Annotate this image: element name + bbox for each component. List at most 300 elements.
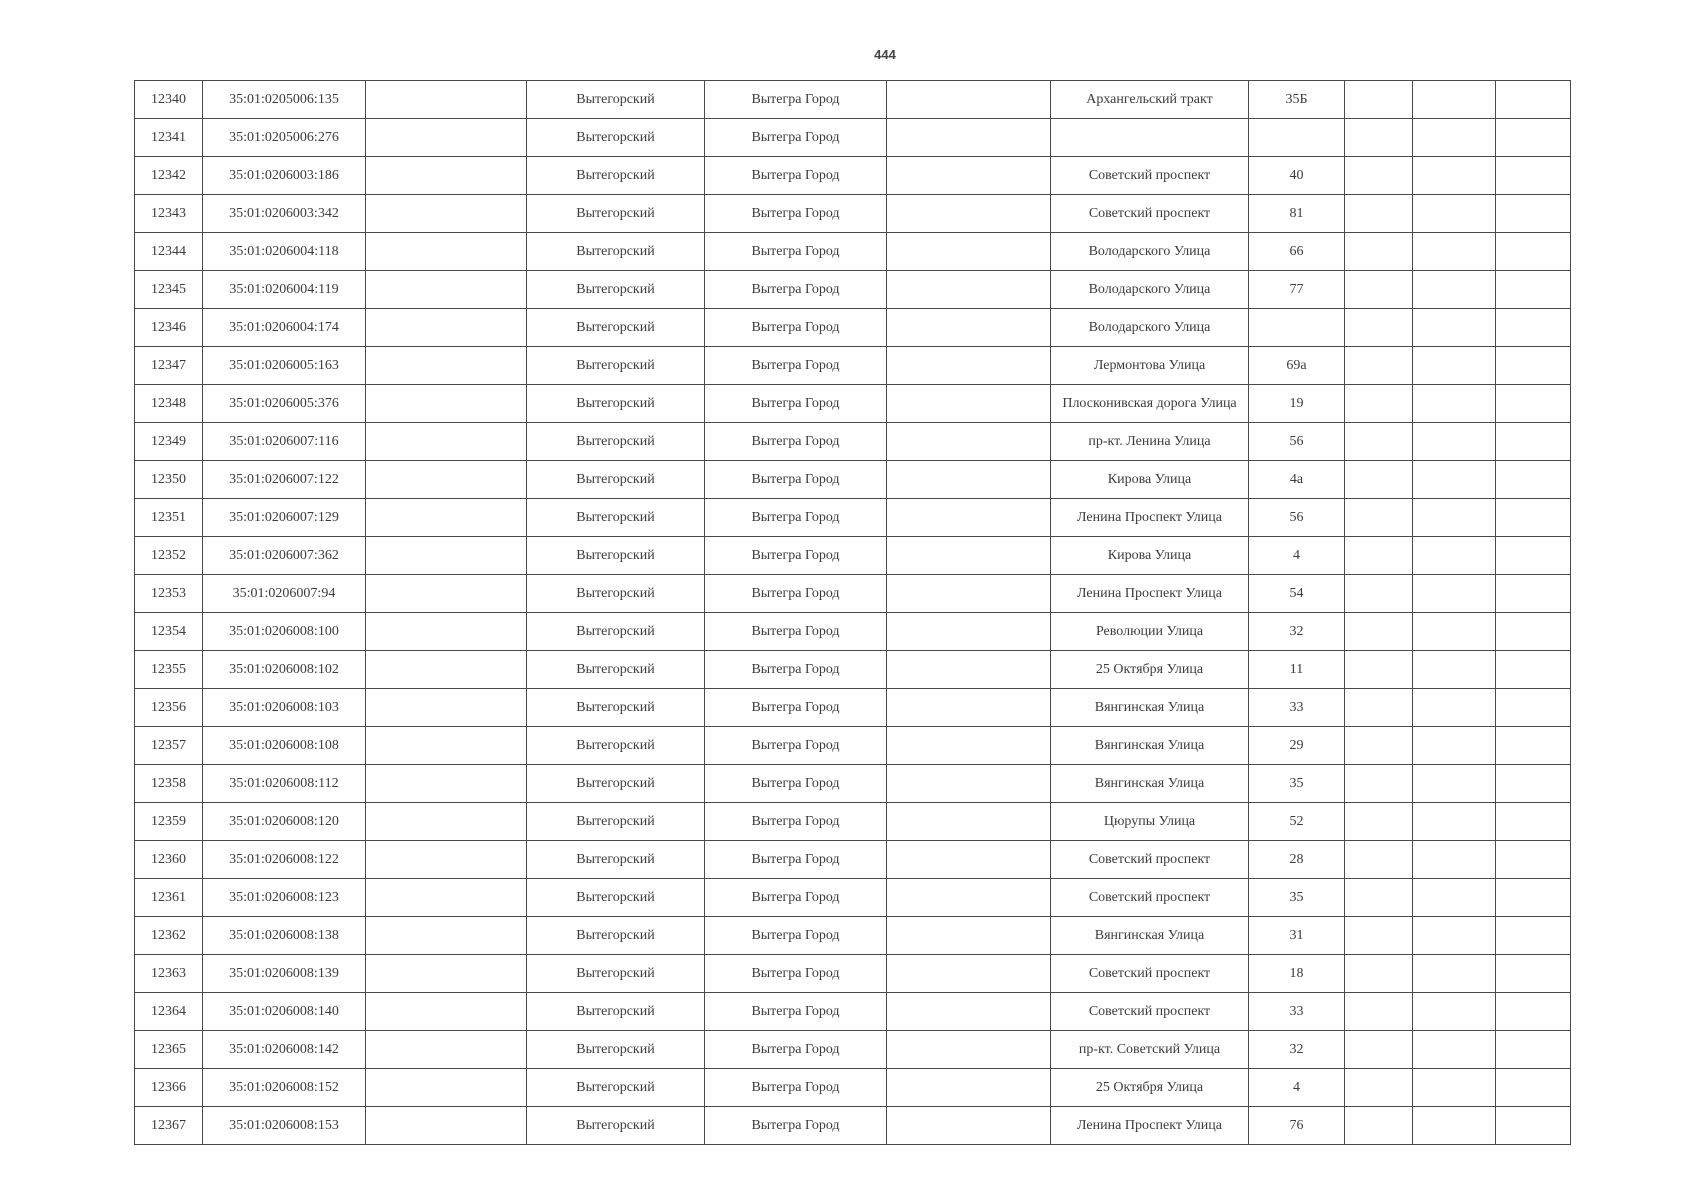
house-number-cell: 28 — [1249, 841, 1345, 879]
empty-cell — [366, 955, 527, 993]
house-number-cell: 32 — [1249, 1031, 1345, 1069]
table-row — [135, 1107, 1571, 1145]
row-number-cell: 12349 — [135, 423, 203, 461]
empty-cell — [1496, 385, 1571, 423]
district-cell: Вытегорский — [527, 917, 705, 955]
row-number-cell: 12351 — [135, 499, 203, 537]
empty-cell — [1345, 423, 1413, 461]
cadastral-number-cell: 35:01:0206008:122 — [203, 841, 366, 879]
empty-cell — [1496, 81, 1571, 119]
row-number-cell: 12359 — [135, 803, 203, 841]
empty-cell — [1413, 423, 1496, 461]
settlement-cell: Вытегра Город — [705, 499, 887, 537]
cadastral-number-cell: 35:01:0206004:118 — [203, 233, 366, 271]
table-row — [135, 81, 1571, 119]
empty-cell — [887, 347, 1051, 385]
empty-cell — [887, 917, 1051, 955]
empty-cell — [1496, 233, 1571, 271]
empty-cell — [1345, 271, 1413, 309]
house-number-cell: 81 — [1249, 195, 1345, 233]
empty-cell — [366, 765, 527, 803]
row-number-cell: 12357 — [135, 727, 203, 765]
district-cell: Вытегорский — [527, 309, 705, 347]
empty-cell — [1496, 1107, 1571, 1145]
table-row — [135, 651, 1571, 689]
house-number-cell: 31 — [1249, 917, 1345, 955]
house-number-cell: 76 — [1249, 1107, 1345, 1145]
empty-cell — [1345, 803, 1413, 841]
empty-cell — [1496, 689, 1571, 727]
cadastral-number-cell: 35:01:0206007:122 — [203, 461, 366, 499]
empty-cell — [1345, 195, 1413, 233]
cadastral-number-cell: 35:01:0205006:276 — [203, 119, 366, 157]
settlement-cell: Вытегра Город — [705, 157, 887, 195]
empty-cell — [887, 575, 1051, 613]
house-number-cell: 4а — [1249, 461, 1345, 499]
street-cell: пр-кт. Советский Улица — [1051, 1031, 1249, 1069]
empty-cell — [366, 917, 527, 955]
cadastral-number-cell: 35:01:0206008:140 — [203, 993, 366, 1031]
cadastral-number-cell: 35:01:0206008:103 — [203, 689, 366, 727]
empty-cell — [1496, 271, 1571, 309]
district-cell: Вытегорский — [527, 689, 705, 727]
settlement-cell: Вытегра Город — [705, 537, 887, 575]
empty-cell — [1496, 651, 1571, 689]
empty-cell — [887, 993, 1051, 1031]
row-number-cell: 12342 — [135, 157, 203, 195]
row-number-cell: 12356 — [135, 689, 203, 727]
settlement-cell: Вытегра Город — [705, 765, 887, 803]
empty-cell — [1345, 157, 1413, 195]
cadastral-number-cell: 35:01:0206008:153 — [203, 1107, 366, 1145]
cadastral-number-cell: 35:01:0206007:362 — [203, 537, 366, 575]
house-number-cell: 11 — [1249, 651, 1345, 689]
empty-cell — [887, 689, 1051, 727]
table-row — [135, 157, 1571, 195]
table-row — [135, 499, 1571, 537]
street-cell: Вянгинская Улица — [1051, 689, 1249, 727]
empty-cell — [1496, 499, 1571, 537]
empty-cell — [1496, 309, 1571, 347]
empty-cell — [887, 613, 1051, 651]
district-cell: Вытегорский — [527, 271, 705, 309]
cadastral-number-cell: 35:01:0206008:139 — [203, 955, 366, 993]
cadastral-number-cell: 35:01:0206003:186 — [203, 157, 366, 195]
house-number-cell — [1249, 119, 1345, 157]
street-cell: Володарского Улица — [1051, 309, 1249, 347]
settlement-cell: Вытегра Город — [705, 271, 887, 309]
empty-cell — [1345, 537, 1413, 575]
street-cell: Советский проспект — [1051, 841, 1249, 879]
empty-cell — [1413, 879, 1496, 917]
table-row — [135, 1069, 1571, 1107]
row-number-cell: 12345 — [135, 271, 203, 309]
empty-cell — [1345, 499, 1413, 537]
district-cell: Вытегорский — [527, 537, 705, 575]
settlement-cell: Вытегра Город — [705, 1031, 887, 1069]
district-cell: Вытегорский — [527, 1107, 705, 1145]
district-cell: Вытегорский — [527, 651, 705, 689]
house-number-cell: 56 — [1249, 423, 1345, 461]
empty-cell — [1345, 1069, 1413, 1107]
settlement-cell: Вытегра Город — [705, 461, 887, 499]
row-number-cell: 12348 — [135, 385, 203, 423]
row-number-cell: 12346 — [135, 309, 203, 347]
table-row — [135, 385, 1571, 423]
empty-cell — [1496, 613, 1571, 651]
settlement-cell: Вытегра Город — [705, 917, 887, 955]
settlement-cell: Вытегра Город — [705, 841, 887, 879]
empty-cell — [1413, 1107, 1496, 1145]
page-number: 444 — [874, 47, 896, 62]
empty-cell — [1413, 613, 1496, 651]
table-row — [135, 803, 1571, 841]
empty-cell — [1413, 651, 1496, 689]
table-row — [135, 727, 1571, 765]
district-cell: Вытегорский — [527, 993, 705, 1031]
row-number-cell: 12367 — [135, 1107, 203, 1145]
empty-cell — [366, 537, 527, 575]
empty-cell — [1496, 423, 1571, 461]
empty-cell — [887, 461, 1051, 499]
row-number-cell: 12364 — [135, 993, 203, 1031]
house-number-cell: 35Б — [1249, 81, 1345, 119]
district-cell: Вытегорский — [527, 347, 705, 385]
house-number-cell: 33 — [1249, 993, 1345, 1031]
empty-cell — [366, 575, 527, 613]
empty-cell — [1413, 347, 1496, 385]
street-cell: Ленина Проспект Улица — [1051, 499, 1249, 537]
street-cell: Вянгинская Улица — [1051, 765, 1249, 803]
table-row — [135, 347, 1571, 385]
street-cell: Советский проспект — [1051, 195, 1249, 233]
district-cell: Вытегорский — [527, 81, 705, 119]
empty-cell — [366, 1107, 527, 1145]
empty-cell — [887, 385, 1051, 423]
empty-cell — [366, 461, 527, 499]
row-number-cell: 12352 — [135, 537, 203, 575]
empty-cell — [1496, 803, 1571, 841]
settlement-cell: Вытегра Город — [705, 879, 887, 917]
empty-cell — [1496, 195, 1571, 233]
table-row — [135, 993, 1571, 1031]
house-number-cell: 29 — [1249, 727, 1345, 765]
settlement-cell: Вытегра Город — [705, 309, 887, 347]
street-cell: Советский проспект — [1051, 157, 1249, 195]
empty-cell — [887, 233, 1051, 271]
row-number-cell: 12340 — [135, 81, 203, 119]
empty-cell — [1413, 1069, 1496, 1107]
empty-cell — [887, 879, 1051, 917]
district-cell: Вытегорский — [527, 841, 705, 879]
table-row — [135, 423, 1571, 461]
street-cell: пр-кт. Ленина Улица — [1051, 423, 1249, 461]
table-row — [135, 575, 1571, 613]
street-cell — [1051, 119, 1249, 157]
empty-cell — [366, 119, 527, 157]
row-number-cell: 12355 — [135, 651, 203, 689]
district-cell: Вытегорский — [527, 119, 705, 157]
settlement-cell: Вытегра Город — [705, 81, 887, 119]
cadastral-number-cell: 35:01:0205006:135 — [203, 81, 366, 119]
empty-cell — [1496, 1031, 1571, 1069]
empty-cell — [366, 879, 527, 917]
empty-cell — [1345, 765, 1413, 803]
empty-cell — [1413, 385, 1496, 423]
empty-cell — [366, 1069, 527, 1107]
empty-cell — [887, 727, 1051, 765]
house-number-cell: 66 — [1249, 233, 1345, 271]
settlement-cell: Вытегра Город — [705, 689, 887, 727]
empty-cell — [1413, 271, 1496, 309]
empty-cell — [1413, 727, 1496, 765]
empty-cell — [366, 233, 527, 271]
empty-cell — [1345, 233, 1413, 271]
empty-cell — [1345, 689, 1413, 727]
empty-cell — [887, 119, 1051, 157]
empty-cell — [1345, 1107, 1413, 1145]
district-cell: Вытегорский — [527, 575, 705, 613]
empty-cell — [1496, 765, 1571, 803]
house-number-cell: 52 — [1249, 803, 1345, 841]
table-row — [135, 461, 1571, 499]
empty-cell — [1345, 651, 1413, 689]
empty-cell — [1413, 537, 1496, 575]
cadastral-number-cell: 35:01:0206008:102 — [203, 651, 366, 689]
table-row — [135, 195, 1571, 233]
empty-cell — [1496, 917, 1571, 955]
table-row — [135, 271, 1571, 309]
empty-cell — [1496, 347, 1571, 385]
empty-cell — [366, 157, 527, 195]
street-cell: Володарского Улица — [1051, 233, 1249, 271]
empty-cell — [887, 651, 1051, 689]
row-number-cell: 12350 — [135, 461, 203, 499]
empty-cell — [366, 993, 527, 1031]
district-cell: Вытегорский — [527, 461, 705, 499]
empty-cell — [1345, 993, 1413, 1031]
house-number-cell: 54 — [1249, 575, 1345, 613]
settlement-cell: Вытегра Город — [705, 727, 887, 765]
empty-cell — [1413, 81, 1496, 119]
street-cell: Плосконивская дорога Улица — [1051, 385, 1249, 423]
empty-cell — [887, 765, 1051, 803]
district-cell: Вытегорский — [527, 157, 705, 195]
empty-cell — [1413, 803, 1496, 841]
house-number-cell: 56 — [1249, 499, 1345, 537]
cadastral-number-cell: 35:01:0206004:174 — [203, 309, 366, 347]
house-number-cell: 69а — [1249, 347, 1345, 385]
cadastral-number-cell: 35:01:0206008:112 — [203, 765, 366, 803]
cadastral-number-cell: 35:01:0206004:119 — [203, 271, 366, 309]
empty-cell — [1413, 917, 1496, 955]
house-number-cell: 77 — [1249, 271, 1345, 309]
street-cell: Кирова Улица — [1051, 537, 1249, 575]
district-cell: Вытегорский — [527, 1031, 705, 1069]
empty-cell — [1345, 385, 1413, 423]
settlement-cell: Вытегра Город — [705, 993, 887, 1031]
street-cell: Цюрупы Улица — [1051, 803, 1249, 841]
cadastral-number-cell: 35:01:0206005:376 — [203, 385, 366, 423]
street-cell: Советский проспект — [1051, 955, 1249, 993]
empty-cell — [1413, 765, 1496, 803]
cadastral-number-cell: 35:01:0206008:100 — [203, 613, 366, 651]
empty-cell — [1496, 1069, 1571, 1107]
empty-cell — [1496, 955, 1571, 993]
cadastral-number-cell: 35:01:0206007:94 — [203, 575, 366, 613]
street-cell: Советский проспект — [1051, 993, 1249, 1031]
cadastral-number-cell: 35:01:0206007:116 — [203, 423, 366, 461]
district-cell: Вытегорский — [527, 1069, 705, 1107]
row-number-cell: 12358 — [135, 765, 203, 803]
row-number-cell: 12361 — [135, 879, 203, 917]
empty-cell — [1345, 955, 1413, 993]
settlement-cell: Вытегра Город — [705, 575, 887, 613]
row-number-cell: 12366 — [135, 1069, 203, 1107]
row-number-cell: 12353 — [135, 575, 203, 613]
district-cell: Вытегорский — [527, 233, 705, 271]
house-number-cell: 35 — [1249, 765, 1345, 803]
row-number-cell: 12341 — [135, 119, 203, 157]
table-row — [135, 689, 1571, 727]
empty-cell — [887, 955, 1051, 993]
district-cell: Вытегорский — [527, 385, 705, 423]
empty-cell — [1345, 461, 1413, 499]
street-cell: Кирова Улица — [1051, 461, 1249, 499]
empty-cell — [1413, 575, 1496, 613]
empty-cell — [887, 195, 1051, 233]
empty-cell — [1496, 119, 1571, 157]
empty-cell — [1345, 575, 1413, 613]
empty-cell — [887, 309, 1051, 347]
district-cell: Вытегорский — [527, 727, 705, 765]
settlement-cell: Вытегра Город — [705, 119, 887, 157]
table-row — [135, 233, 1571, 271]
empty-cell — [366, 841, 527, 879]
empty-cell — [366, 803, 527, 841]
empty-cell — [1496, 575, 1571, 613]
empty-cell — [887, 1031, 1051, 1069]
empty-cell — [1345, 613, 1413, 651]
street-cell: Ленина Проспект Улица — [1051, 575, 1249, 613]
empty-cell — [366, 309, 527, 347]
table-row — [135, 1031, 1571, 1069]
street-cell: Ленина Проспект Улица — [1051, 1107, 1249, 1145]
empty-cell — [1413, 1031, 1496, 1069]
row-number-cell: 12362 — [135, 917, 203, 955]
table-row — [135, 955, 1571, 993]
empty-cell — [1345, 347, 1413, 385]
settlement-cell: Вытегра Город — [705, 1069, 887, 1107]
house-number-cell: 18 — [1249, 955, 1345, 993]
empty-cell — [1496, 461, 1571, 499]
street-cell: Лермонтова Улица — [1051, 347, 1249, 385]
house-number-cell: 35 — [1249, 879, 1345, 917]
empty-cell — [1345, 119, 1413, 157]
empty-cell — [887, 499, 1051, 537]
settlement-cell: Вытегра Город — [705, 955, 887, 993]
row-number-cell: 12363 — [135, 955, 203, 993]
empty-cell — [1496, 879, 1571, 917]
row-number-cell: 12347 — [135, 347, 203, 385]
street-cell: Володарского Улица — [1051, 271, 1249, 309]
house-number-cell: 33 — [1249, 689, 1345, 727]
house-number-cell: 40 — [1249, 157, 1345, 195]
table-row — [135, 537, 1571, 575]
empty-cell — [887, 1107, 1051, 1145]
street-cell: Революции Улица — [1051, 613, 1249, 651]
empty-cell — [1413, 157, 1496, 195]
empty-cell — [1413, 499, 1496, 537]
house-number-cell: 19 — [1249, 385, 1345, 423]
street-cell: Вянгинская Улица — [1051, 727, 1249, 765]
empty-cell — [366, 613, 527, 651]
empty-cell — [1496, 727, 1571, 765]
empty-cell — [1496, 993, 1571, 1031]
empty-cell — [1345, 727, 1413, 765]
empty-cell — [887, 423, 1051, 461]
district-cell: Вытегорский — [527, 499, 705, 537]
street-cell: 25 Октября Улица — [1051, 1069, 1249, 1107]
empty-cell — [1345, 309, 1413, 347]
settlement-cell: Вытегра Город — [705, 803, 887, 841]
house-number-cell: 4 — [1249, 1069, 1345, 1107]
empty-cell — [1496, 841, 1571, 879]
empty-cell — [1413, 119, 1496, 157]
row-number-cell: 12365 — [135, 1031, 203, 1069]
registry-body — [135, 81, 1571, 1145]
empty-cell — [887, 803, 1051, 841]
house-number-cell: 32 — [1249, 613, 1345, 651]
empty-cell — [1345, 917, 1413, 955]
street-cell: Вянгинская Улица — [1051, 917, 1249, 955]
district-cell: Вытегорский — [527, 195, 705, 233]
district-cell: Вытегорский — [527, 613, 705, 651]
empty-cell — [366, 727, 527, 765]
cadastral-number-cell: 35:01:0206008:123 — [203, 879, 366, 917]
table-row — [135, 613, 1571, 651]
empty-cell — [887, 81, 1051, 119]
house-number-cell: 4 — [1249, 537, 1345, 575]
empty-cell — [1496, 537, 1571, 575]
district-cell: Вытегорский — [527, 955, 705, 993]
empty-cell — [887, 271, 1051, 309]
cadastral-number-cell: 35:01:0206007:129 — [203, 499, 366, 537]
row-number-cell: 12354 — [135, 613, 203, 651]
row-number-cell: 12343 — [135, 195, 203, 233]
cadastral-number-cell: 35:01:0206003:342 — [203, 195, 366, 233]
empty-cell — [366, 347, 527, 385]
empty-cell — [887, 841, 1051, 879]
cadastral-number-cell: 35:01:0206008:138 — [203, 917, 366, 955]
empty-cell — [1345, 1031, 1413, 1069]
settlement-cell: Вытегра Город — [705, 613, 887, 651]
table-row — [135, 879, 1571, 917]
empty-cell — [1345, 841, 1413, 879]
empty-cell — [1413, 955, 1496, 993]
cadastral-number-cell: 35:01:0206008:152 — [203, 1069, 366, 1107]
district-cell: Вытегорский — [527, 879, 705, 917]
district-cell: Вытегорский — [527, 803, 705, 841]
empty-cell — [887, 157, 1051, 195]
cadastral-number-cell: 35:01:0206005:163 — [203, 347, 366, 385]
empty-cell — [366, 271, 527, 309]
district-cell: Вытегорский — [527, 765, 705, 803]
street-cell: Советский проспект — [1051, 879, 1249, 917]
table-row — [135, 309, 1571, 347]
empty-cell — [1413, 993, 1496, 1031]
empty-cell — [1413, 689, 1496, 727]
